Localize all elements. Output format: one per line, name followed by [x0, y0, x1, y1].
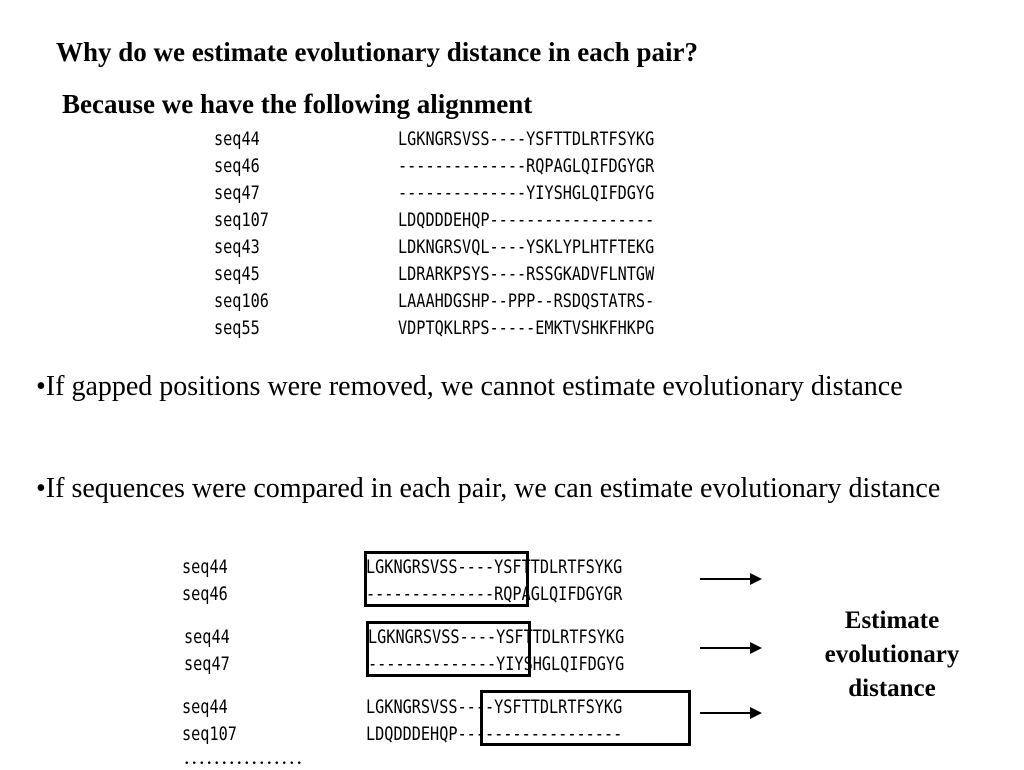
alignment-name: seq44	[214, 128, 260, 150]
alignment-name: seq43	[214, 236, 260, 258]
alignment-seq: LDQDDDEHQP------------------	[398, 209, 655, 231]
alignment-seq: --------------YIYSHGLQIFDGYG	[398, 182, 655, 204]
alignment-seq: LAAAHDGSHP--PPP--RSDQSTATRS-	[398, 290, 655, 312]
excluded-region-box	[480, 690, 691, 746]
bullet-gapped-removed: •If gapped positions were removed, we cannot estimate evolutionary distance	[36, 371, 903, 402]
pair-name: seq44	[182, 696, 228, 718]
slide-title: Why do we estimate evolutionary distance in each pair?	[56, 37, 698, 67]
arrow-icon	[700, 578, 760, 580]
slide-subtitle: Because we have the following alignment	[62, 89, 533, 119]
pair-name: seq46	[182, 583, 228, 605]
alignment-seq: LDKNGRSVQL----YSKLYPLHTFTEKG	[398, 236, 655, 258]
alignment-seq: VDPTQKLRPS-----EMKTVSHKFHKPG	[398, 317, 655, 339]
ellipsis: ................	[184, 744, 304, 769]
alignment-name: seq45	[214, 263, 260, 285]
pair-seq: LGKNGRSVSS----YSFTTDLRTFSYKG	[366, 696, 623, 718]
alignment-name: seq55	[214, 317, 260, 339]
pair-name: seq44	[184, 626, 230, 648]
bullet-pairwise-compare: •If sequences were compared in each pair, we can estimate evolutionary distance	[36, 473, 941, 504]
pair-seq: --------------RQPAGLQIFDGYGR	[366, 583, 623, 605]
estimate-label: Estimate evolutionary distance	[824, 607, 960, 702]
excluded-region-box	[364, 551, 529, 607]
excluded-region-box	[366, 621, 531, 677]
pair-name: seq44	[182, 556, 228, 578]
pair-name: seq107	[182, 723, 237, 745]
pair-name: seq47	[184, 653, 230, 675]
alignment-seq: LDRARKPSYS----RSSGKADVFLNTGW	[398, 263, 655, 285]
arrow-icon	[700, 712, 760, 714]
alignment-seq: --------------RQPAGLQIFDGYGR	[398, 155, 655, 177]
pair-seq: LGKNGRSVSS----YSFTTDLRTFSYKG	[368, 626, 625, 648]
alignment-name: seq46	[214, 155, 260, 177]
alignment-name: seq47	[214, 182, 260, 204]
pair-seq: --------------YIYSHGLQIFDGYG	[368, 653, 625, 675]
alignment-name: seq107	[214, 209, 269, 231]
arrow-icon	[700, 647, 760, 649]
alignment-name: seq106	[214, 290, 269, 312]
alignment-seq: LGKNGRSVSS----YSFTTDLRTFSYKG	[398, 128, 655, 150]
pair-seq: LDQDDDEHQP------------------	[366, 723, 623, 745]
pair-seq: LGKNGRSVSS----YSFTTDLRTFSYKG	[366, 556, 623, 578]
